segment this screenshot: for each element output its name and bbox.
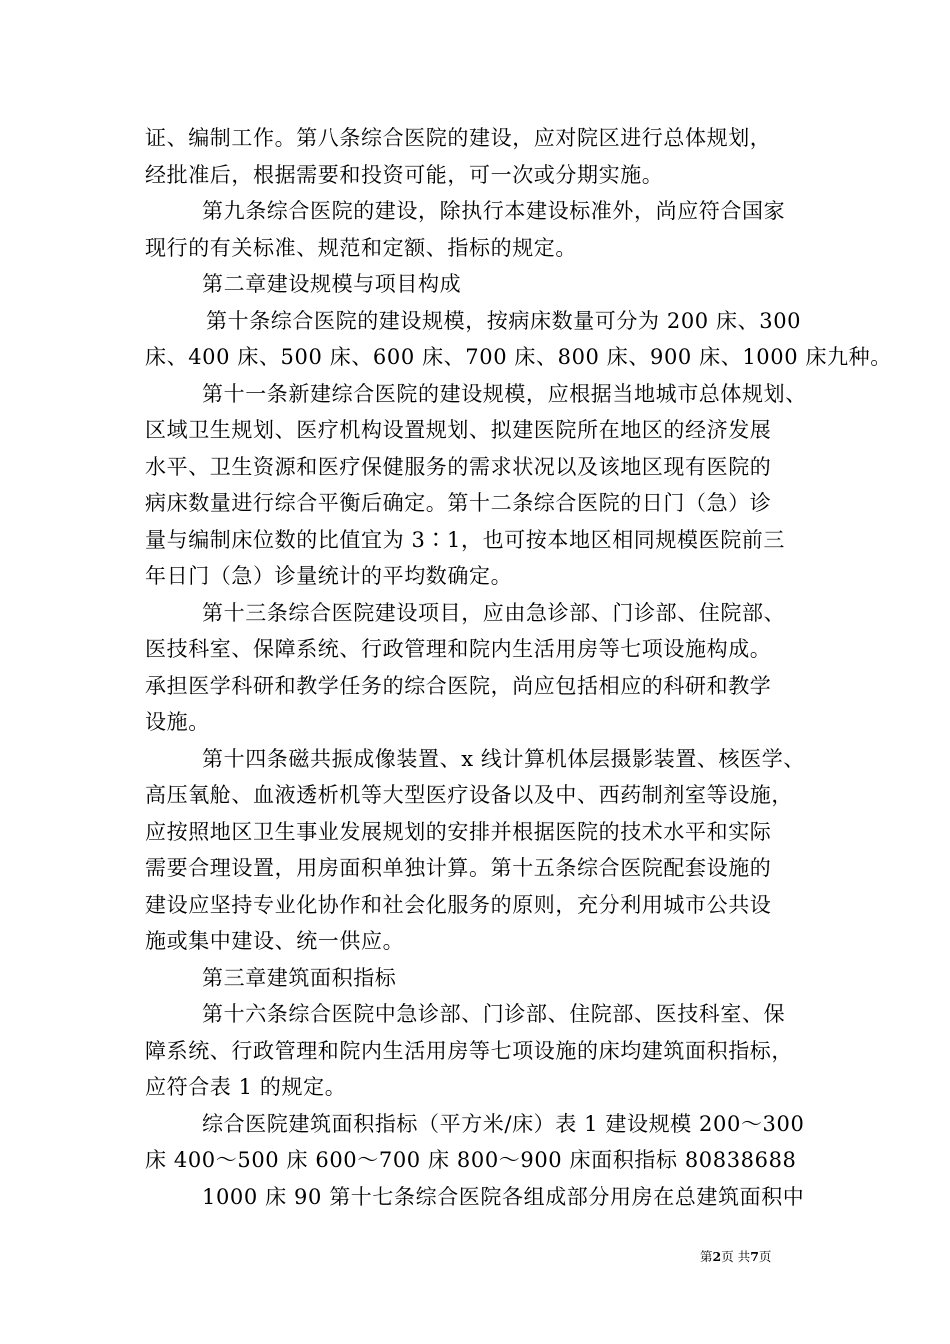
text-line-13: 年日门（急）诊量统计的平均数确定。 xyxy=(145,564,513,588)
text-line-23: 施或集中建设、统一供应。 xyxy=(145,929,405,953)
footer-prefix: 第 xyxy=(700,1249,713,1264)
footer-total-pages: 7 xyxy=(750,1249,759,1264)
chapter-heading-2: 第二章建设规模与项目构成 xyxy=(202,272,462,296)
text-line-20: 应按照地区卫生事业发展规划的安排并根据医院的技术水平和实际 xyxy=(145,819,772,844)
text-line-15: 医技科室、保障系统、行政管理和院内生活用房等七项设施构成。 xyxy=(145,637,772,661)
text-line-10: 水平、卫生资源和医疗保健服务的需求状况以及该地区现有医院的 xyxy=(145,454,772,479)
text-line-26: 障系统、行政管理和院内生活用房等七项设施的床均建筑面积指标， xyxy=(145,1038,793,1063)
footer-suffix: 页 xyxy=(758,1249,772,1264)
text-line-12: 量与编制床位数的比值宜为 3∶1，也可按本地区相同规模医院前三 xyxy=(145,527,785,552)
text-line-3: 第九条综合医院的建设，除执行本建设标准外，尚应符合国家 xyxy=(202,199,786,223)
text-line-2: 经批准后，根据需要和投资可能，可一次或分期实施。 xyxy=(145,162,664,187)
text-line-19: 高压氧舱、血液透析机等大型医疗设备以及中、西药制剂室等设施， xyxy=(145,783,793,807)
text-line-28: 综合医院建筑面积指标（平方米/床）表 1 建设规模 200～300 xyxy=(202,1111,805,1136)
text-line-6: 第十条综合医院的建设规模，按病床数量可分为 200 床、300 xyxy=(206,308,802,333)
document-body xyxy=(145,120,892,1215)
text-line-27: 应符合表 1 的规定。 xyxy=(145,1075,347,1099)
page-footer xyxy=(700,1249,820,1265)
text-line-4: 现行的有关标准、规范和定额、指标的规定。 xyxy=(145,235,577,260)
text-line-25: 第十六条综合医院中急诊部、门诊部、住院部、医技科室、保 xyxy=(202,1002,786,1026)
text-line-1: 证、编制工作。第八条综合医院的建设，应对院区进行总体规划， xyxy=(145,126,772,150)
text-line-22: 建设应坚持专业化协作和社会化服务的原则，充分利用城市公共设 xyxy=(145,892,772,917)
text-line-17: 设施。 xyxy=(145,710,210,734)
chapter-heading-3: 第三章建筑面积指标 xyxy=(202,965,397,990)
text-line-9: 区域卫生规划、医疗机构设置规划、拟建医院所在地区的经济发展 xyxy=(145,418,772,442)
text-line-14: 第十三条综合医院建设项目，应由急诊部、门诊部、住院部、 xyxy=(202,600,786,625)
text-line-18: 第十四条磁共振成像装置、x 线计算机体层摄影装置、核医学、 xyxy=(202,746,805,771)
text-line-30: 1000 床 90 第十七条综合医院各组成部分用房在总建筑面积中 xyxy=(202,1184,805,1209)
text-line-11: 病床数量进行综合平衡后确定。第十二条综合医院的日门（急）诊 xyxy=(145,491,772,515)
footer-middle: 页 共 xyxy=(721,1249,751,1264)
text-line-29: 床 400～500 床 600～700 床 800～900 床面积指标 80838688 xyxy=(145,1148,797,1172)
text-line-21: 需要合理设置，用房面积单独计算。第十五条综合医院配套设施的 xyxy=(145,856,772,880)
text-line-16: 承担医学科研和教学任务的综合医院，尚应包括相应的科研和教学 xyxy=(145,673,772,698)
text-line-8: 第十一条新建综合医院的建设规模，应根据当地城市总体规划、 xyxy=(202,381,807,406)
text-line-7: 床、400 床、500 床、600 床、700 床、800 床、900 床、1000 床九种。 xyxy=(145,345,892,369)
footer-page-number: 2 xyxy=(712,1249,722,1264)
